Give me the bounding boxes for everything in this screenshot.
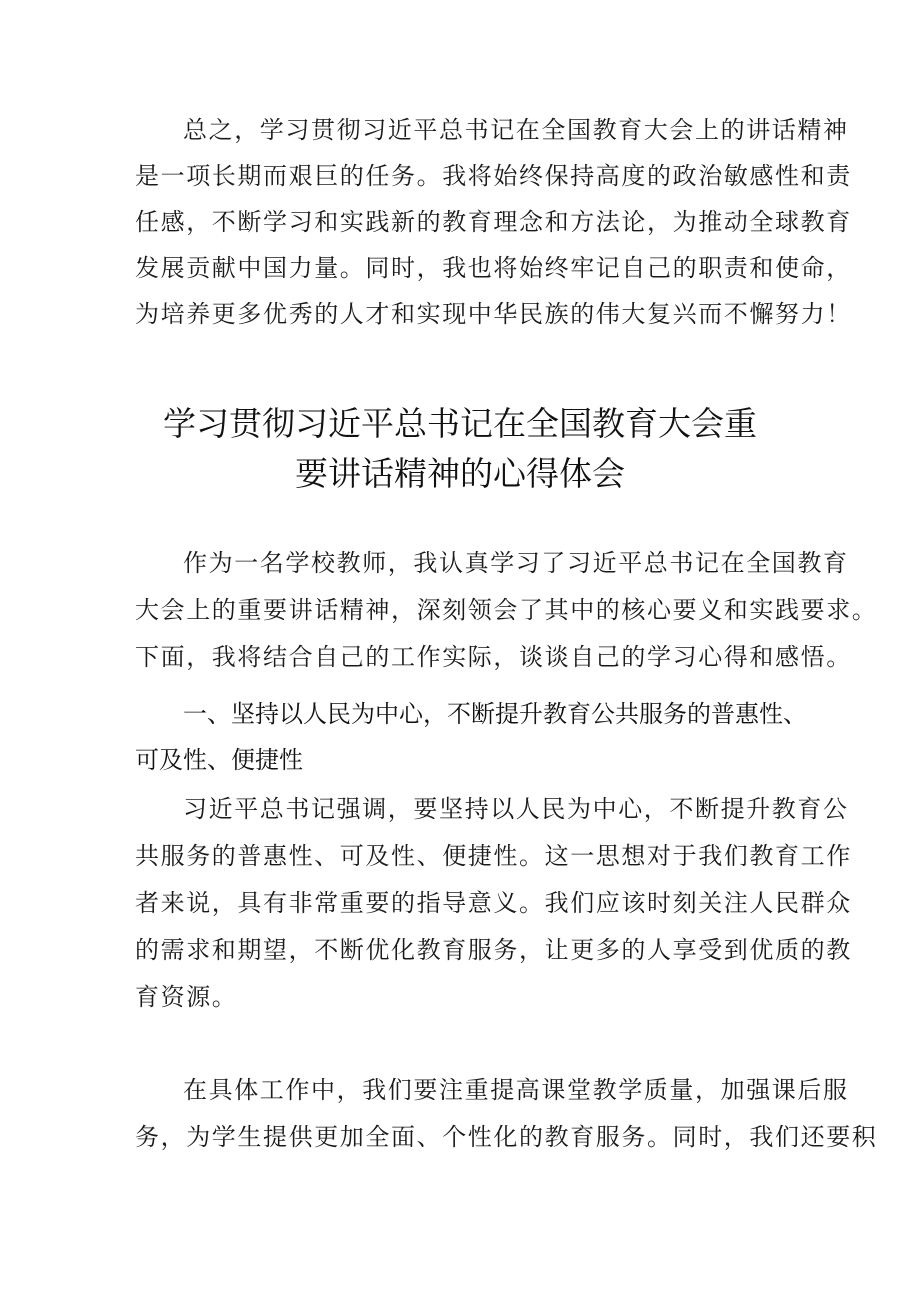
closing-paragraph-line: 发展贡献中国力量。同时，我也将始终牢记自己的职责和使命， [135,254,852,282]
section-paragraph-line: 的需求和期望，不断优化教育服务，让更多的人享受到优质的教 [135,936,852,964]
closing-paragraph-line: 为培养更多优秀的人才和实现中华民族的伟大复兴而不懈努力！ [135,300,852,328]
intro-paragraph-line: 大会上的重要讲话精神，深刻领会了其中的核心要义和实践要求。 [135,596,878,624]
work-paragraph-line: 在具体工作中，我们要注重提高课堂教学质量，加强课后服 [183,1076,849,1104]
section-paragraph-line: 者来说，具有非常重要的指导意义。我们应该时刻关注人民群众 [135,889,852,917]
article-title-line: 学习贯彻习近平总书记在全国教育大会重 [163,404,757,443]
closing-paragraph-line: 任感，不断学习和实践新的教育理念和方法论，为推动全球教育 [135,208,852,236]
work-paragraph-line: 务，为学生提供更加全面、个性化的教育服务。同时，我们还要积 [135,1123,878,1151]
section-paragraph-line: 共服务的普惠性、可及性、便捷性。这一思想对于我们教育工作 [135,842,852,870]
closing-paragraph-line: 是一项长期而艰巨的任务。我将始终保持高度的政治敏感性和责 [135,162,852,190]
section-heading-line: 一、坚持以人民为中心，不断提升教育公共服务的普惠性、 [183,700,807,728]
closing-paragraph-line: 总之，学习贯彻习近平总书记在全国教育大会上的讲话精神 [183,116,849,144]
intro-paragraph-line: 作为一名学校教师，我认真学习了习近平总书记在全国教育 [183,549,849,577]
section-paragraph-line: 习近平总书记强调，要坚持以人民为中心，不断提升教育公 [183,795,849,823]
intro-paragraph-line: 下面，我将结合自己的工作实际，谈谈自己的学习心得和感悟。 [135,643,852,671]
article-title-line: 要讲话精神的心得体会 [295,454,625,493]
section-paragraph-line: 育资源。 [135,983,238,1011]
section-heading-line: 可及性、便捷性 [135,746,303,774]
